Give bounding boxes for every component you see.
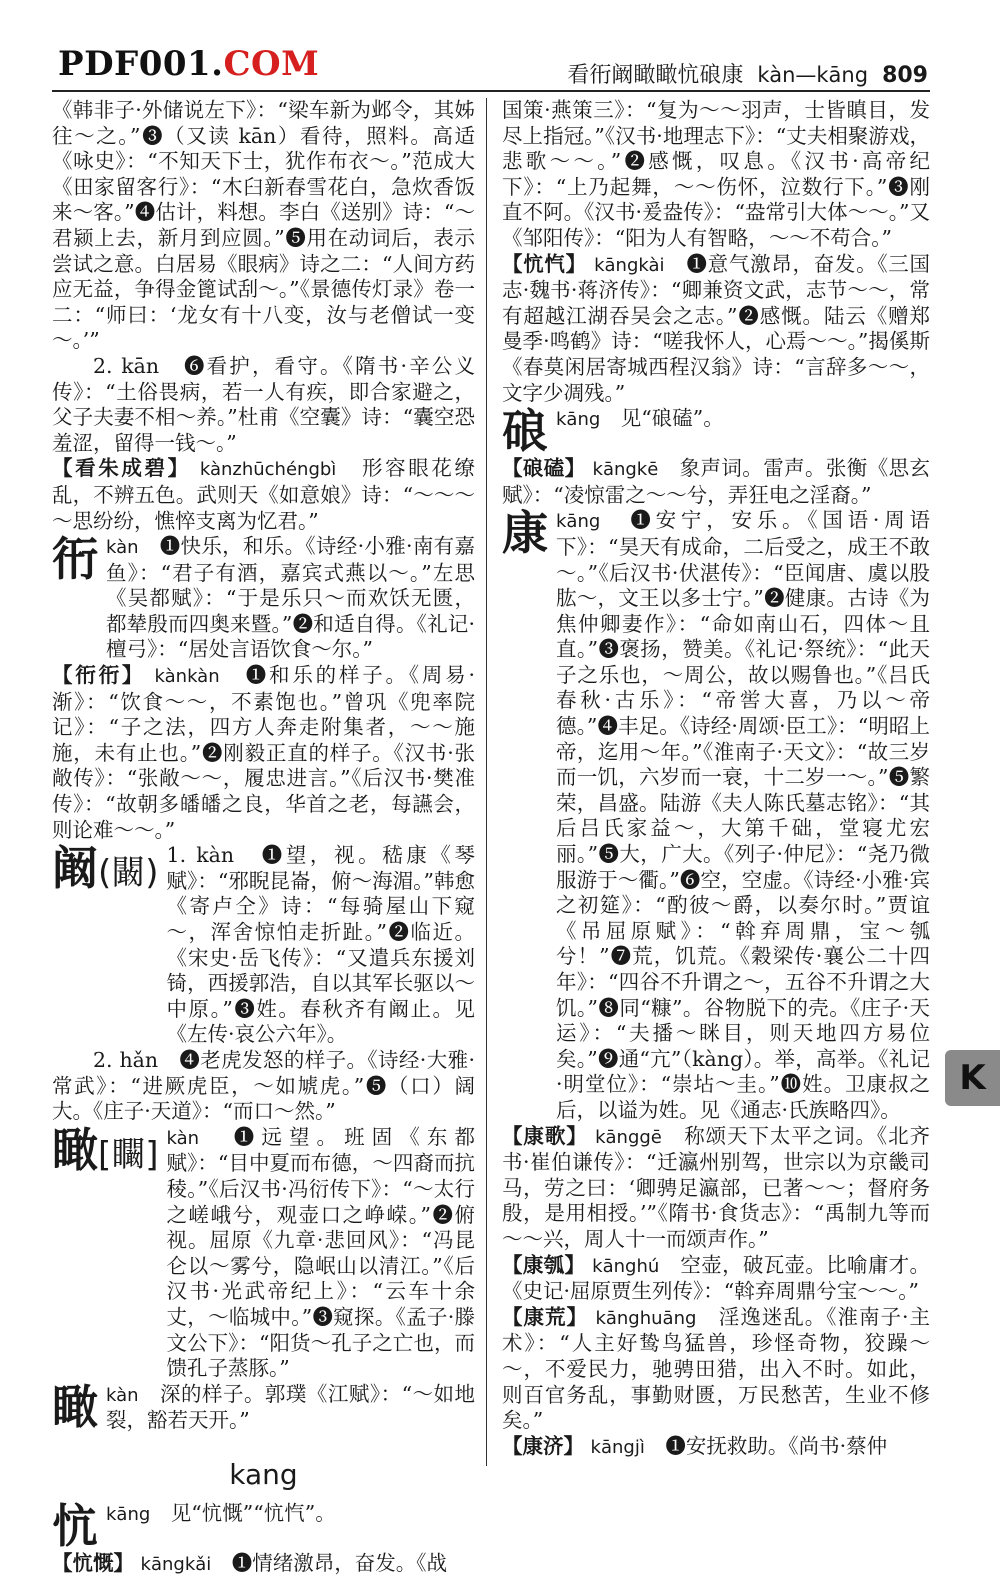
headword-entry: 康 kāng ❶安宁，安乐。《国语·周语下》：“昊天有成命，二后受之，成王不敢～。”《后汉书·伏湛传》：“臣闻唐、虞以股肱～，文王以多士宁。”❷健康。古诗《为焦仲卿妻作》：“命如南山石，四体～且直。”❸褒扬，赞美。《礼记·祭统》：“此天子之乐也，～周公，故以赐鲁也。”《吕氏春秋·古乐》：“帝喾大喜，乃以～帝德。”❹丰足。《诗经·周颂·臣工》：“明昭上帝，迄用～年。”《淮南子·天文》：“故三岁而一饥，六岁而一衰，十二岁一～。”❺繁荣，昌盛。陆游《夫人陈氏墓志铭》：“其后吕氏家益～，大第千础，堂寝尤宏丽。”❺大，广大。《列子·仲尼》：“尧乃微服游于～衢。”❻空，空虚。《诗经·小雅·宾之初筵》：“酌彼～爵，以奏尔时。”贾谊《吊屈原赋》：“斡弃周鼎，宝～瓠兮！”❼荒，饥荒。《穀梁传·襄公二十四年》：“四谷不升谓之～，五谷不升谓之大饥。”❽同“糠”。谷物脱下的壳。《庄子·天运》：“夫播～眯目，则天地四方易位矣。”❾通“亢”（kàng）。举，高举。《礼记·明堂位》：“崇坫～圭。”❿姓。卫康叔之后，以谥为姓。见《通志·氏族略四》。 <box>502 506 930 1122</box>
headword: 衎 <box>52 532 98 587</box>
headword-entry: 瞰 kàn 深的样子。郭璞《江赋》：“～如地裂，豁若天开。” <box>52 1379 475 1434</box>
headword: 瞰 <box>52 1379 98 1434</box>
running-header <box>567 58 928 89</box>
headword: 瞰[矙] <box>52 1122 159 1177</box>
continued-paragraph: 《韩非子·外储说左下》：“梁车新为邺令，其姊往～之。”❸（又读 kān）看待，照料。高适《咏史》：“不知天下士，犹作布衣～。”范成大《田家留客行》：“木臼新春雪花白，急炊香饭来～客。”❹估计，料想。李白《送别》诗：“～君颍上去，新月到应圆。”❺用在动词后，表示尝试之意。白居易《眼病》诗之二：“人间方药应无益，争得金篦试刮～。”《景德传灯录》卷一二：“师曰：‘龙女有十八变，汝与老僧试一变～。’” <box>52 98 475 353</box>
section-heading: kang <box>229 1457 298 1491</box>
compound-entry: 【硠磕】 kāngkē 象声词。雷声。张衡《思玄赋》：“凌惊雷之～～兮，弄狂电之淫裔。” <box>502 456 930 507</box>
compound-entry: 【忼忾】 kāngkài ❶意气激昂，奋发。《三国志·魏书·蒋济传》：“卿兼资文武，志节～～，常有超越江湖吞吴会之志。”❷感慨。陆云《赠郑曼季·鸣鹤》诗：“嗟我怀人，心焉～～。”揭傒斯《春莫闲居寄城西程汉翁》诗：“言辞多～～，文字少凋残。” <box>502 251 930 405</box>
compound-entry: 【康荒】 kānghuāng 淫逸迷乱。《淮南子·主术》：“人主好鸷鸟猛兽，珍怪奇物，狡躁～～，不爱民力，驰骋田猎，出入不时。如此，则百官务乱，事勤财匮，万民愁苦，生业不修矣。” <box>502 1304 930 1433</box>
header-pinyin-range: kàn—kāng <box>757 63 869 87</box>
compound-entry: 【衎衎】 kànkàn ❶和乐的样子。《周易·渐》：“饮食～～，不素饱也。”曾巩《兜率院记》：“子之法，四方人奔走附集者，～～施施，未有止也。”❷刚毅正直的样子。《汉书·张敞传》：“张敞～～，履忠进言。”《后汉书·樊准传》：“故朝多皤皤之良，华首之老，每讌会，则论难～～。” <box>52 663 475 842</box>
letter-thumb-tab: K <box>945 1050 1000 1106</box>
header-headwords: 看衎阚瞰瞰忼硠康 <box>567 63 744 88</box>
headword-entry: 瞰[矙] kàn ❶远望。班固《东都赋》：“目中夏而布德，～四裔而抗稜。”《后汉书·冯衍传下》：“～太行之嵯峨兮，观壶口之峥嵘。”❷俯视。屈原《九章·悲回风》：“冯昆仑以～雾兮，隐岷山以清江。”《后汉书·光武帝纪上》：“云车十余丈，～临城中。”❸窥探。《孟子·滕文公下》：“阳货～孔子之亡也，而馈孔子蒸豚。” <box>52 1122 476 1381</box>
sense-paragraph: 2. hǎn ❹老虎发怒的样子。《诗经·大雅·常武》：“进厥虎臣，～如虓虎。”❺（口）阔大。《庄子·天道》：“而口～然。” <box>52 1047 475 1124</box>
left-column <box>52 98 475 1578</box>
column-divider <box>486 98 487 1466</box>
headword: 阚(闞) <box>52 841 159 896</box>
compound-entry: 【忼慨】 kāngkǎi ❶情绪激昂，奋发。《战 <box>52 1551 448 1576</box>
compound-entry: 【康瓠】 kānghú 空壶，破瓦壶。比喻庸才。《史记·屈原贾生列传》：“斡弃周鼎兮宝～～。” <box>502 1252 931 1304</box>
headword-entry: 忼 kāng 见“忼慨”“忼忾”。 <box>52 1499 336 1554</box>
compound-entry: 【看朱成碧】 kànzhūchéngbì 形容眼花缭乱，不辨五色。武则天《如意娘》诗：“～～～～思纷纷，憔悴支离为忆君。” <box>52 456 475 533</box>
headword: 康 <box>502 506 548 561</box>
sense-paragraph: 2. kān ❻看护，看守。《隋书·辛公义传》：“土俗畏病，若一人有疾，即合家避之，父子夫妻不相～养。”杜甫《空囊》诗：“囊空恐羞涩，留得一钱～。” <box>52 353 475 455</box>
headword: 忼 <box>52 1499 98 1554</box>
page-number: 809 <box>882 63 928 88</box>
headword-entry: 衎 kàn ❶快乐，和乐。《诗经·小雅·南有嘉鱼》：“君子有酒，嘉宾式燕以～。”左思《吴都赋》：“于是乐只～而欢饫无匮，都辇殷而四奥来暨。”❷和适自得。《礼记·檀弓》：“居处言语饮食～尔。” <box>52 532 475 662</box>
continued-paragraph: 国策·燕策三》：“复为～～羽声，士皆瞋目，发尽上指冠。”《汉书·地理志下》：“丈夫相聚游戏，悲歌～～。”❷感慨，叹息。《汉书·高帝纪下》：“上乃起舞，～～伤怀，泣数行下。”❸刚直不阿。《汉书·爰盎传》：“盎常引大体～～。”又《邹阳传》：“阳为人有智略，～～不苟合。” <box>502 98 930 250</box>
compound-entry: 【康歌】 kānggē 称颂天下太平之词。《北齐书·崔伯谦传》：“迁瀛州别驾，世宗以为京畿司马，劳之曰：‘卿骋足瀛部，已著～～；督府务殷，是用相授。’”《隋书·食货志》：“禹制九等而～～兴，周人十一而颂声作。” <box>502 1123 931 1251</box>
right-column <box>502 98 930 1460</box>
headword-entry: 硠 kāng 见“硠磕”。 <box>502 404 724 459</box>
compound-entry: 【康济】 kāngjì ❶安抚救助。《尚书·蔡仲 <box>502 1433 888 1458</box>
headword: 硠 <box>502 404 548 459</box>
header-rule <box>52 90 930 92</box>
headword-entry: 阚(闞) 1. kàn ❶望，视。嵇康《琴赋》：“邪睨昆崙，俯～海湄。”韩愈《寄卢仝》诗：“每骑屋山下窥～，浑舍惊怕走折趾。”❷临近。《宋史·岳飞传》：“又遣兵东援刘锜，西援郭浩，自以其军长驱以～中原。”❸姓。春秋齐有阚止。见《左传·哀公六年》。 <box>52 841 475 1047</box>
site-logo: PDF001.COM <box>58 44 320 84</box>
